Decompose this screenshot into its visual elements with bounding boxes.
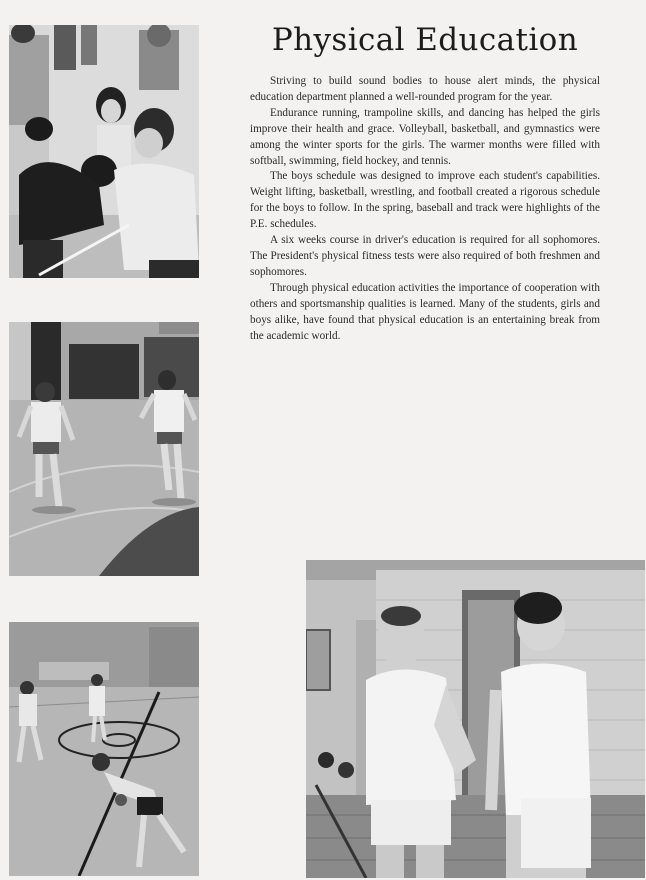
page-title: Physical Education xyxy=(271,22,579,58)
paragraph: The boys schedule was designed to improve each student's capabilities. Weight lifting, basketball, wrestling, and football created a rigorous schedule for the boys to follow. In the spring, baseball and track were highlights of the P.E. schedules. xyxy=(250,170,600,231)
article-body xyxy=(250,74,600,344)
photo-coach-and-student xyxy=(306,560,645,878)
photo-girls-running xyxy=(9,322,199,576)
paragraph: Endurance running, trampoline skills, and dancing has helped the girls improve their health and grace. Volleyball, basketball, and gymnastics were among the winter sports for the girls. The warmer months were filled with softball, swimming, field hockey, and tennis. xyxy=(250,106,600,167)
paragraph: Through physical education activities the importance of cooperation with others and sportsmanship qualities is learned. Many of the students, girls and boys alike, have found that physical education is an entertaining break from the academic world. xyxy=(250,281,600,342)
paragraph: Striving to build sound bodies to house alert minds, the physical education department planned a well-rounded program for the year. xyxy=(250,75,600,103)
photo-students-dancing xyxy=(9,25,199,278)
photo-basketball-court xyxy=(9,622,199,876)
paragraph: A six weeks course in driver's education is required for all sophomores. The President's physical fitness tests were also required of both freshmen and sophomores. xyxy=(250,234,600,278)
